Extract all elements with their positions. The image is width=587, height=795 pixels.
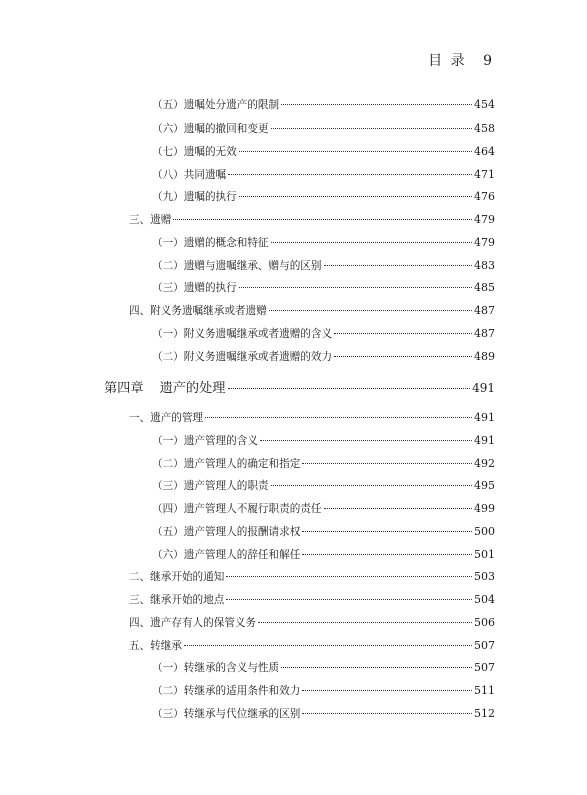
header-title: 目 录: [428, 53, 467, 69]
toc-entry-label: 三、遗赠: [129, 214, 172, 226]
toc-entry-page: 464: [474, 145, 495, 158]
toc-entry[interactable]: [129, 593, 495, 607]
dot-leader: [258, 622, 472, 623]
toc-entry[interactable]: [152, 145, 495, 159]
toc-entry-page: 479: [474, 213, 495, 226]
dot-leader: [334, 356, 472, 357]
toc-entry[interactable]: [152, 122, 495, 136]
toc-entry[interactable]: [129, 304, 495, 318]
toc-entry-label: （三）遗赠的执行: [152, 282, 237, 294]
toc-entry-label: （三）遗产管理人的职责: [152, 480, 269, 492]
dot-leader: [269, 310, 472, 311]
dot-leader: [302, 690, 472, 691]
dot-leader: [271, 485, 472, 486]
toc-entry-label: （八）共同遗嘱: [152, 169, 227, 181]
toc-entry[interactable]: [152, 236, 495, 250]
toc-entry-label: （二）转继承的适用条件和效力: [152, 685, 301, 697]
toc-entry-label: （一）转继承的含义与性质: [152, 662, 280, 674]
toc-entry[interactable]: [129, 213, 495, 227]
toc-entry-page: 471: [474, 168, 495, 181]
toc-entry-label: 三、继承开始的地点: [129, 594, 225, 606]
toc-entry[interactable]: [152, 168, 495, 182]
dot-leader: [205, 417, 472, 418]
toc-entry-page: 507: [474, 661, 495, 674]
toc-chapter-entry[interactable]: [104, 381, 495, 396]
toc-entry[interactable]: [152, 350, 495, 364]
dot-leader: [324, 265, 473, 266]
toc-entry[interactable]: [152, 327, 495, 341]
toc-entry[interactable]: [152, 281, 495, 295]
toc-entry-page: 500: [474, 525, 495, 538]
dot-leader: [281, 667, 472, 668]
dot-leader: [302, 463, 472, 464]
toc-entry-label: （七）遗嘱的无效: [152, 146, 237, 158]
toc-entry[interactable]: [152, 259, 495, 273]
toc-entry[interactable]: [152, 525, 495, 539]
toc-entry[interactable]: [129, 570, 495, 584]
toc-entry[interactable]: [129, 616, 495, 630]
dot-leader: [302, 554, 472, 555]
toc-entry[interactable]: [152, 98, 495, 112]
toc-entry-label: （九）遗嘱的执行: [152, 191, 237, 203]
toc-entry-page: 491: [474, 411, 495, 424]
toc-entry-label: （三）转继承与代位继承的区别: [152, 708, 301, 720]
toc-entry[interactable]: [152, 479, 495, 493]
toc-entry[interactable]: [152, 548, 495, 562]
toc-entry[interactable]: [152, 190, 495, 204]
dot-leader: [302, 713, 472, 714]
toc-entry-label: 四、附义务遗嘱继承或者遗赠: [129, 305, 267, 317]
dot-leader: [226, 576, 472, 577]
toc-entry-page: 476: [474, 190, 495, 203]
dot-leader: [271, 128, 472, 129]
toc-entry-label: （六）遗产管理人的辞任和解任: [152, 549, 301, 561]
toc-entry-page: 491: [472, 381, 495, 395]
toc-entry-label: （四）遗产管理人不履行职责的责任: [152, 503, 322, 515]
header-page-number: 9: [483, 53, 494, 69]
toc-entry-label: （五）遗产管理人的报酬请求权: [152, 526, 301, 538]
toc-entry-page: 487: [474, 304, 495, 317]
toc-entry-page: 492: [474, 457, 495, 470]
toc-entry-page: 511: [474, 684, 495, 697]
dot-leader: [271, 242, 472, 243]
dot-leader: [228, 174, 472, 175]
toc-entry[interactable]: [129, 411, 495, 425]
toc-entry[interactable]: [152, 661, 495, 675]
toc-entry-page: 501: [474, 548, 495, 561]
toc-entry[interactable]: [152, 684, 495, 698]
toc-entry[interactable]: [152, 707, 495, 721]
chapter-title: 遗产的处理: [159, 381, 226, 396]
toc-entry-label: （五）遗嘱处分遗产的限制: [152, 99, 280, 111]
dot-leader: [334, 333, 472, 334]
toc-entry-page: 454: [474, 98, 495, 111]
toc-entry-page: 499: [474, 502, 495, 515]
toc-entry-page: 458: [474, 122, 495, 135]
toc-entry-page: 483: [474, 259, 495, 272]
toc-entry-page: 507: [474, 639, 495, 652]
dot-leader: [239, 287, 472, 288]
dot-leader: [260, 440, 472, 441]
toc-entry-label: （一）遗产管理的含义: [152, 435, 258, 447]
toc-entry-label: 四、遗产存有人的保管义务: [129, 617, 257, 629]
toc-entry-page: 495: [474, 479, 495, 492]
toc-entry-label: 五、转继承: [129, 640, 182, 652]
dot-leader: [239, 151, 472, 152]
dot-leader: [324, 508, 473, 509]
dot-leader: [239, 196, 472, 197]
dot-leader: [228, 388, 471, 389]
toc-entry-label: （二）遗产管理人的确定和指定: [152, 458, 301, 470]
toc-entry-page: 485: [474, 281, 495, 294]
toc-entry-page: 512: [474, 707, 495, 720]
toc-entry-page: 491: [474, 434, 495, 447]
toc-entry-page: 503: [474, 570, 495, 583]
toc-entry[interactable]: [152, 457, 495, 471]
toc-entry-label: （一）附义务遗嘱继承或者遗赠的含义: [152, 328, 333, 340]
toc-entry-page: 479: [474, 236, 495, 249]
toc-entry-page: 504: [474, 593, 495, 606]
toc-entry-label: （六）遗嘱的撤回和变更: [152, 123, 269, 135]
toc-entry-page: 489: [474, 350, 495, 363]
dot-leader: [302, 531, 472, 532]
toc-entry[interactable]: [152, 434, 495, 448]
toc-entry-label: （一）遗赠的概念和特征: [152, 237, 269, 249]
toc-entry-label: （二）附义务遗嘱继承或者遗赠的效力: [152, 351, 333, 363]
toc-entry-label: 一、遗产的管理: [129, 412, 204, 424]
toc-entry[interactable]: [152, 502, 495, 516]
dot-leader: [226, 599, 472, 600]
toc-entry-page: 506: [474, 616, 495, 629]
dot-leader: [281, 104, 472, 105]
dot-leader: [184, 645, 472, 646]
toc-entry-page: 487: [474, 327, 495, 340]
toc-entry[interactable]: [129, 639, 495, 653]
dot-leader: [173, 219, 472, 220]
chapter-number: 第四章: [104, 381, 144, 396]
toc-entry-label: 二、继承开始的通知: [129, 571, 225, 583]
toc-entry-label: （二）遗赠与遗嘱继承、赠与的区别: [152, 260, 322, 272]
